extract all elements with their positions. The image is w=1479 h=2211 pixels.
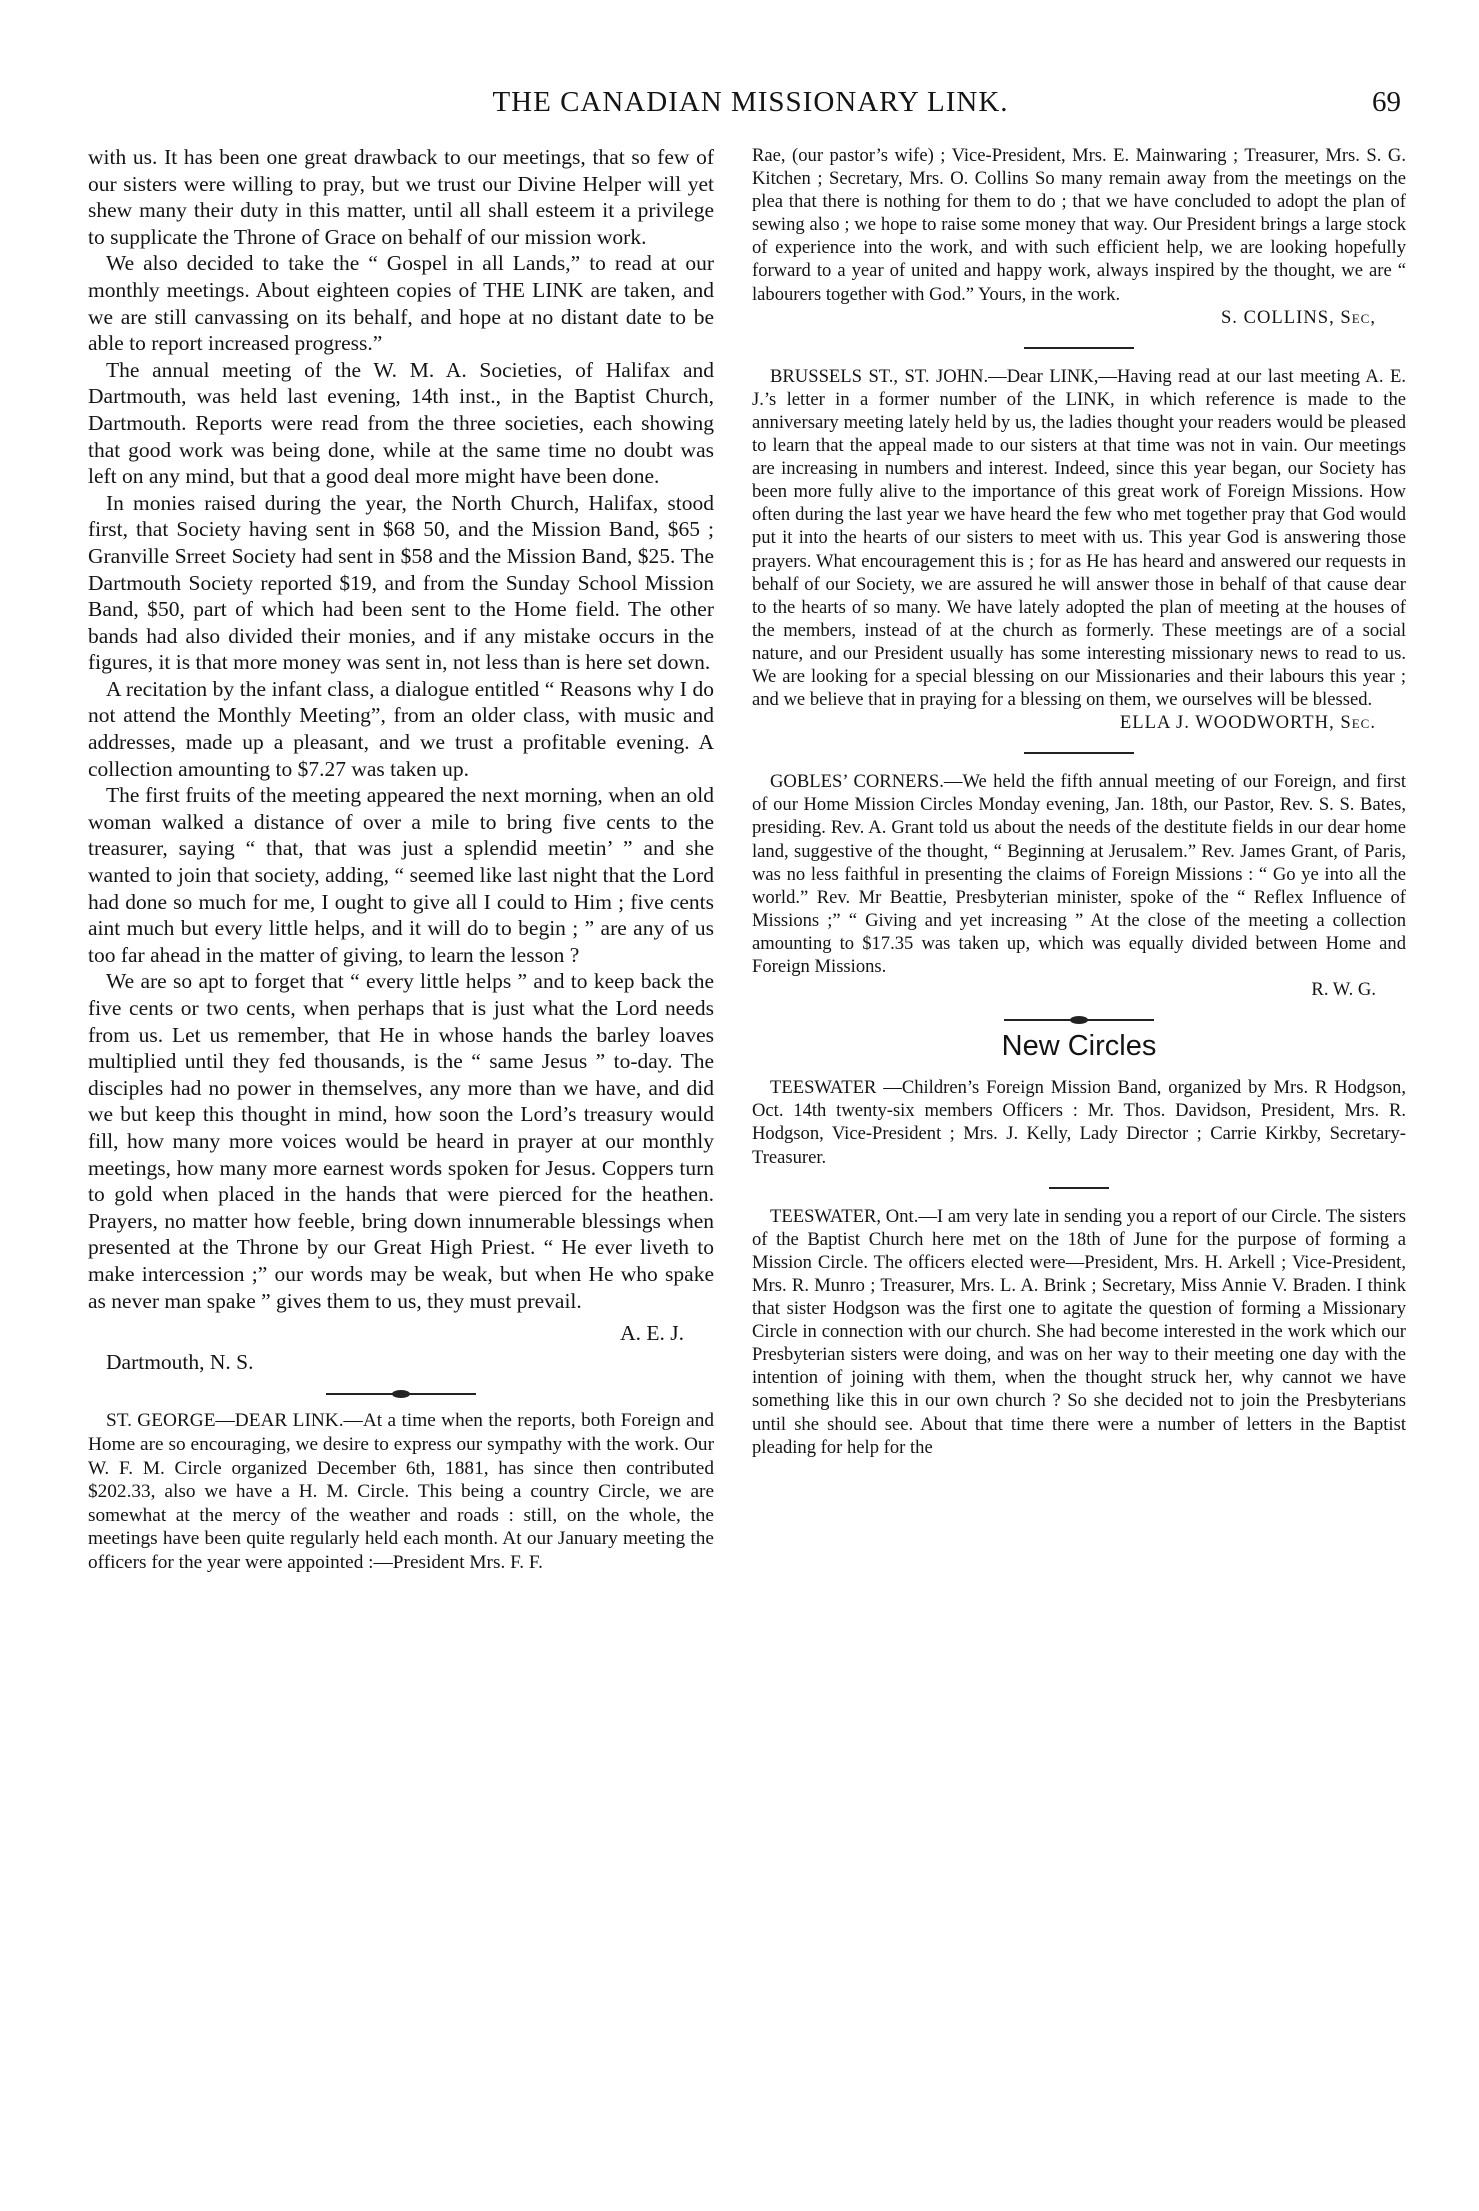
signature: S. COLLINS, Sec, [1220,306,1376,328]
paragraph: A recitation by the infant class, a dialogue entitled “ Reasons why I do not attend the Monthly Meeting”, from an older class, with music and addresses, made up a pleasant, and we trust a profitable evening. A collection amounting to $7.27 was taken up. [88,676,714,781]
ornamental-divider [326,1393,476,1395]
left-column [88,144,714,1574]
running-title: THE CANADIAN MISSIONARY LINK. [492,86,1009,118]
dateline: Dartmouth, N. S. [106,1349,254,1374]
paragraph: with us. It has been one great drawback to our meetings, that so few of our sisters were willing to pray, but we trust our Divine Helper will yet shew many their duty in this matter, until all shall esteem it a privilege to supplicate the Throne of Grace on behalf of our mission work. [88,145,714,249]
ornamental-divider [1004,1019,1154,1021]
divider [1024,347,1134,349]
paragraph: TEESWATER —Children’s Foreign Mission Band, organized by Mrs. R Hodgson, Oct. 14th twenty-six members Officers : Mr. Thos. Davidson, President, Mrs. R. Hodgson, Vice-President ; Mrs. J. Kelly, Lady Director ; Carrie Kirkby, Secretary-Treasurer. [752,1077,1406,1168]
paragraph: GOBLES’ CORNERS.—We held the fifth annual meeting of our Foreign, and first of our Home Mission Circles Monday evening, Jan. 18th, our Pastor, Rev. S. S. Bates, presiding. Rev. A. Grant told us about the needs of the destitute fields in our dear home land, suggestive of the thought, “ Beginning at Jerusalem.” Rev. James Grant, of Paris, was no less faithful in presenting the claims of Foreign Missions : “ Go ye into all the world.” Rev. Mr Beattie, Presbyterian minister, spoke of the “ Reflex Influence of Missions ;” “ Giving and yet increasing ” At the close of the meeting a collection amounting to $17.35 was taken up, which was equally divided between Home and Foreign Missions. [752,771,1406,977]
paragraph: The first fruits of the meeting appeared the next morning, when an old woman walked a distance of over a mile to bring five cents to the treasurer, saying “ that, that was just a splendid meetin’ ” and she wanted to join that society, adding, “ seemed like last night that the Lord had done so much for me, I ought to give all I could to Him ; five cents aint much but every little helps, and it will do to begin ; ” are any of us too far ahead in the matter of giving, to learn the lesson ? [88,783,714,967]
paragraph: TEESWATER, Ont.—I am very late in sending you a report of our Circle. The sisters of the Baptist Church here met on the 18th of June for the purpose of forming a Mission Circle. The officers elected were—President, Mrs. H. Arkell ; Vice-President, Mrs. R. Munro ; Treasurer, Mrs. L. A. Brink ; Secretary, Miss Annie V. Braden. I think that sister Hodgson was the first one to agitate the question of forming a Missionary Circle in connection with our church. She had become interested in the work which our Presbyterian sisters were doing, and was on her way to their meeting one day with the intention of joining with them, when the thought struck her, why cannot we have something like this in our own church ? So she decided not to join the Presbyterians until she should see. About that time there were a number of letters in the Baptist pleading for help for the [752,1205,1406,1458]
signature: R. W. G. [1311,979,1376,1001]
paragraph: In monies raised during the year, the North Church, Halifax, stood first, that Society having sent in $68 50, and the Mission Band, $65 ; Granville Srreet Society had sent in $58 and the Mission Band, $25. The Dartmouth Society reported $19, and from the Sunday School Mission Band, $50, part of which had been sent to the Home field. The other bands had also divided their monies, and if any mistake occurs in the figures, it is that more money was sent in, not less than is here set down. [88,490,714,675]
paragraph: BRUSSELS ST., ST. JOHN.—Dear LINK,—Having read at our last meeting A. E. J.’s letter in a former number of the LINK, in which reference is made to the anniversary meeting lately held by us, the ladies thought your readers would be pleased to learn that the appeal made to our sisters at that time was not in vain. Our meetings are increasing in numbers and interest. Indeed, since this year began, our Society has been more fully alive to the importance of this great work of Foreign Missions. How often during the last year we have heard the few who met together pray that God would put it into the hearts of our sisters to meet with us. This year God is answering those prayers. What encouragement this is ; for as He has heard and answered our requests in behalf of our Society, we are assured he will answer those in behalf of that cause dear to the hearts of so many. We have lately adopted the plan of meeting at the houses of the members, instead of at the church as formerly. These meetings are of a social nature, and our President usually has some interesting missionary news to read to us. We are looking for a special blessing on our Missionaries and their labours this year ; and we believe that in praying for a blessing on them, we ourselves will be blessed. [752,365,1406,711]
divider [1049,1187,1109,1189]
paragraph: ST. GEORGE—DEAR LINK.—At a time when the reports, both Foreign and Home are so encouraging, we desire to express our sympathy with the work. Our W. F. M. Circle organized December 6th, 1881, has since then contributed $202.33, also we have a H. M. Circle. This being a country Circle, we are somewhat at the mercy of the weather and roads : still, on the whole, the meetings have been quite regularly held each month. At our January meeting the officers for the year were appointed :—President Mrs. F. F. [88,1410,714,1573]
paragraph: Rae, (our pastor’s wife) ; Vice-President, Mrs. E. Mainwaring ; Treasurer, Mrs. S. G. Kitchen ; Secretary, Mrs. O. Collins So many remain away from the meetings on the plea that there is nothing for them to do ; that we have concluded to adopt the plan of sewing also ; we hope to raise some money that way. Our President brings a large stock of experience into the work, and with such efficient help, we are looking hopefully forward to a year of united and happy work, always inspired by the thought, we are “ labourers together with God.” Yours, in the work. [752,145,1406,305]
signature: ELLA J. WOODWORTH, Sec. [1119,712,1376,734]
paragraph: We are so apt to forget that “ every little helps ” and to keep back the five cents or two cents, when perhaps that is just what the Lord needs from us. Let us remember, that He in whose hands the barley loaves multiplied until they fed thousands, is the “ same Jesus ” to-day. The disciples had no power in themselves, any more than we have, and did we but keep this thought in mind, how soon the Lord’s treasury would fill, how many more voices would be heard in prayer at our monthly meetings, how many more earnest words spoken for Jesus. Coppers turn to gold when placed in the hands that were pierced for the heathen. Prayers, no matter how feeble, bring down innumerable blessings when presented at the Throne by our Great High Priest. “ He ever liveth to make intercession ;” our words may be weak, but when He who spake as never man spake ” gives them to us, they must prevail. [88,969,714,1313]
right-column [752,144,1406,1459]
divider [1024,752,1134,754]
signature: A. E. J. [620,1321,684,1346]
section-heading: New Circles [1001,1030,1157,1063]
page-number: 69 [1372,86,1401,118]
paragraph: The annual meeting of the W. M. A. Societies, of Halifax and Dartmouth, was held last evening, 14th inst., in the Baptist Church, Dartmouth. Reports were read from the three societies, each showing that good work was being done, while at the same time no doubt was left on any mind, but that a good deal more might have been done. [88,357,714,489]
paragraph: We also decided to take the “ Gospel in all Lands,” to read at our monthly meetings. About eighteen copies of THE LINK are taken, and we are still canvassing on its behalf, and hope at no distant date to be able to report increased progress.” [88,251,714,356]
page-header [88,86,1413,126]
